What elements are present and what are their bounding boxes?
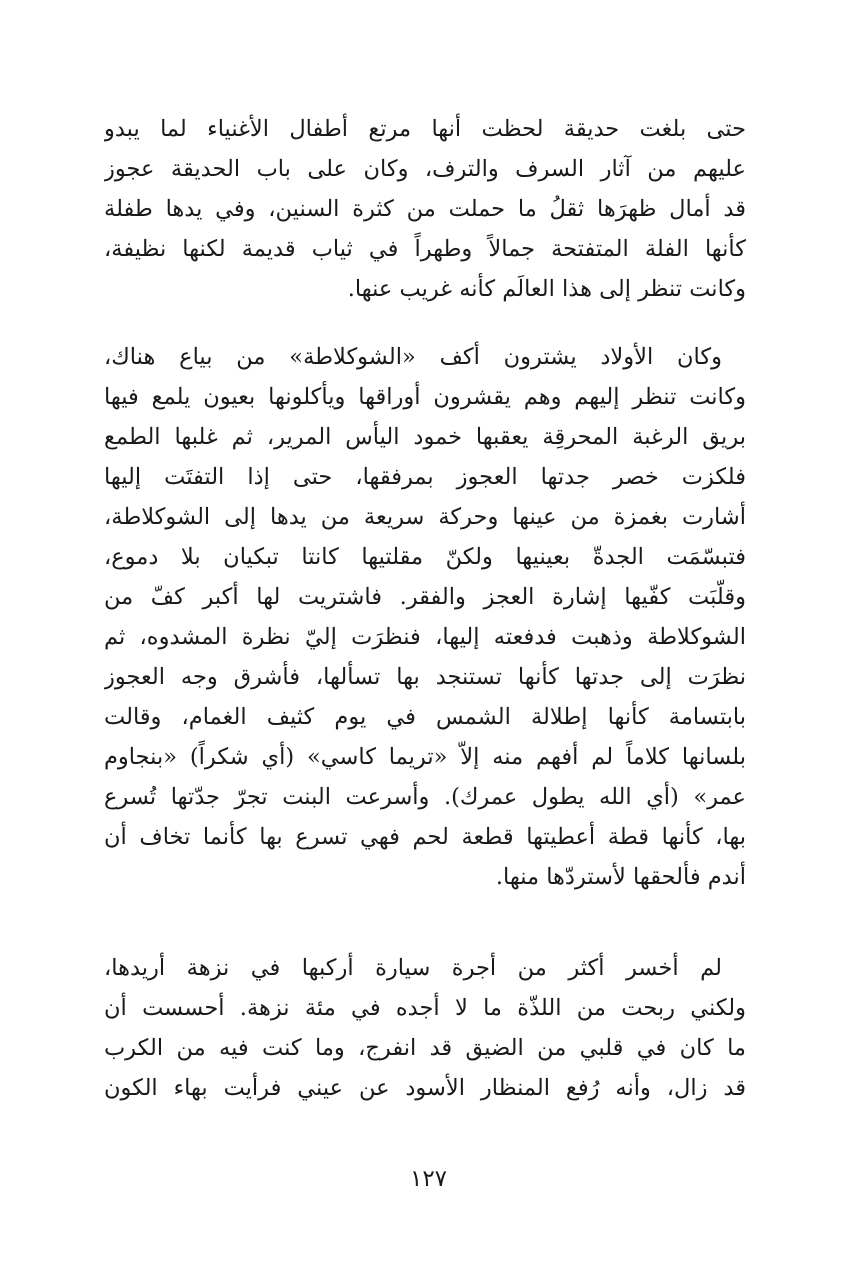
text-line: فتبسّمَت الجدةّ بعينيها ولكنّ مقلتيها كانتا تبكيان بلا دموع، xyxy=(104,544,746,570)
text-line: أندم فألحقها لأستردّها منها. xyxy=(495,864,746,890)
text-line: قد زال، وأنه رُفع المنظار الأسود عن عيني فرأيت بهاء الكون xyxy=(104,1075,746,1101)
text-line: بها، كأنها قطة أعطيتها قطعة لحم فهي تسرع بها كأنما تخاف أن xyxy=(104,824,746,850)
text-line: الشوكلاطة وذهبت فدفعته إليها، فنظرَت إليّ نظرة المشدوه، ثم xyxy=(104,624,746,650)
text-line: أشارت بغمزة من عينها وحركة سريعة من يدها إلى الشوكلاطة، xyxy=(104,504,746,530)
text-line: وقلّبَت كفّيها إشارة العجز والفقر. فاشتريت لها أكبر كفّ من xyxy=(104,584,746,610)
text-line: ولكني ربحت من اللذّة ما لا أجده في مئة نزهة. أحسست أن xyxy=(104,995,746,1021)
page-number: ١٢٧ xyxy=(409,1166,448,1192)
text-line: ما كان في قلبي من الضيق قد انفرج، وما كنت فيه من الكرب xyxy=(104,1035,746,1061)
paragraph-2 xyxy=(104,337,746,897)
paragraph-3 xyxy=(104,948,746,1108)
text-line: نظرَت إلى جدتها كأنها تستنجد بها تسألها، فأشرق وجه العجوز xyxy=(104,664,746,690)
paragraph-1 xyxy=(104,109,746,309)
text-line: قد أمال ظهرَها ثقلُ ما حملت من كثرة السنين، وفي يدها طفلة xyxy=(104,196,746,222)
text-line: لم أخسر أكثر من أجرة سيارة أركبها في نزهة أريدها، xyxy=(104,955,722,981)
text-line: وكانت تنظر إليهم وهم يقشرون أوراقها ويأكلونها بعيون يلمع فيها xyxy=(104,384,746,410)
text-line: وكانت تنظر إلى هذا العالَم كأنه غريب عنها. xyxy=(347,276,746,302)
text-line: كأنها الفلة المتفتحة جمالاً وطهراً في ثياب قديمة لكنها نظيفة، xyxy=(104,236,746,262)
text-line: بابتسامة كأنها إطلالة الشمس في يوم كثيف الغمام، وقالت xyxy=(104,704,746,730)
text-line: بلسانها كلاماً لم أفهم منه إلاّ «تريما كاسي» (أي شكراً) «بنجاوم xyxy=(104,744,746,770)
text-line: عليهم من آثار السرف والترف، وكان على باب الحديقة عجوز xyxy=(104,156,746,182)
text-line: وكان الأولاد يشترون أكف «الشوكلاطة» من بياع هناك، xyxy=(104,344,722,370)
text-line: فلكزت خصر جدتها العجوز بمرفقها، حتى إذا التفتَت إليها xyxy=(104,464,746,490)
text-line: عمر» (أي الله يطول عمرك). وأسرعت البنت تجرّ جدّتها تُسرع xyxy=(104,784,746,810)
text-line: بريق الرغبة المحرقِة يعقبها خمود اليأس المرير، ثم غلبها الطمع xyxy=(104,424,746,450)
text-line: حتى بلغت حديقة لحظت أنها مرتع أطفال الأغنياء لما يبدو xyxy=(104,116,746,142)
